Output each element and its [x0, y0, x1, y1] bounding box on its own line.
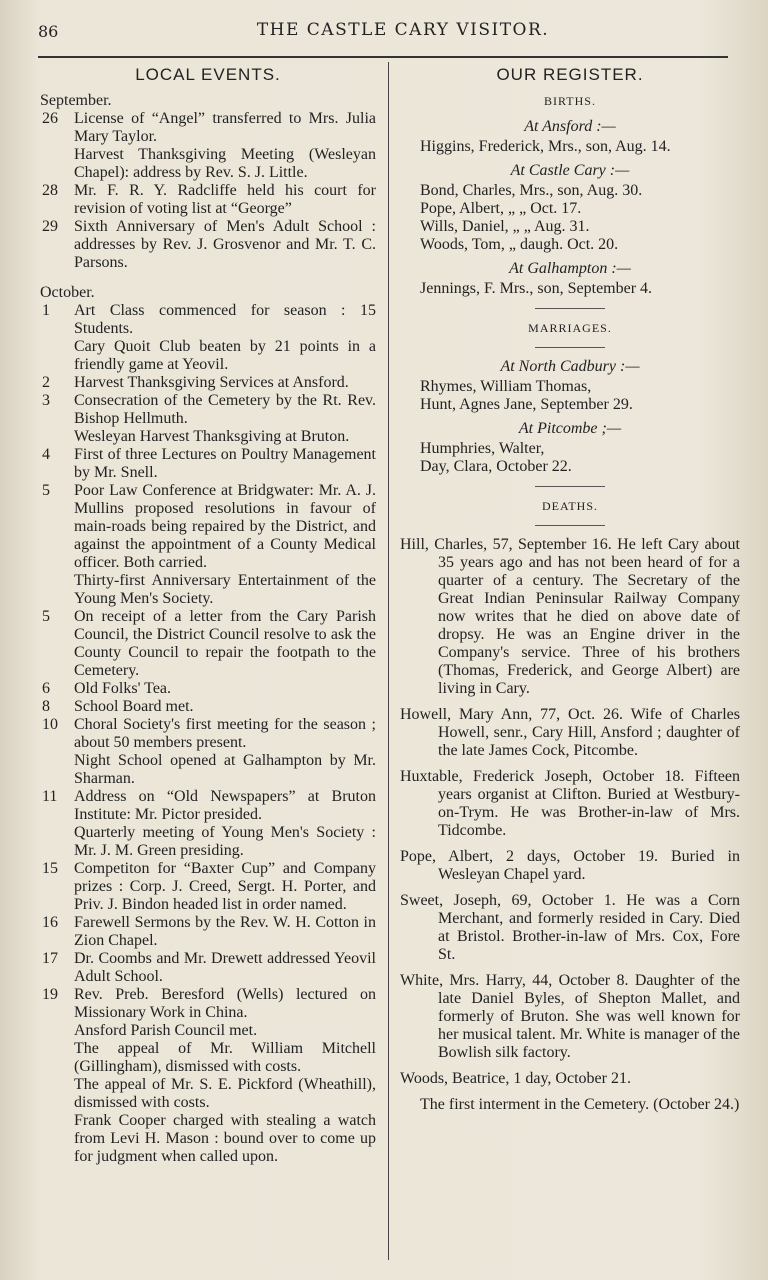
event-entry [40, 302, 376, 374]
event-body [74, 218, 376, 272]
section-rule [535, 525, 605, 526]
page-title: THE CASTLE CARY VISITOR. [256, 20, 550, 40]
birth-entry: Higgins, Frederick, Mrs., son, Aug. 14. [420, 138, 671, 155]
death-entry: Pope, Albert, 2 days, October 19. Buried in Wesleyan Chapel yard. [400, 848, 740, 883]
event-entry [40, 218, 376, 272]
birth-entry: Wills, Daniel, „ „ Aug. 31. [420, 218, 590, 235]
birth-entry: Jennings, F. Mrs., son, September 4. [420, 280, 653, 297]
event-text: Thirty-first Anniversary Entertainment of the Young Men's Society. [74, 572, 376, 607]
births-heading: BIRTHS. [544, 94, 596, 108]
event-text: Competiton for “Baxter Cup” and Company prizes : Corp. J. Creed, Sergt. H. Porter, and Priv. J. Bindon headed list in order named. [74, 860, 376, 913]
event-text: Mr. F. R. Y. Radcliffe held his court for revision of voting list at “George” [74, 182, 376, 217]
event-entry [40, 374, 376, 392]
event-body [74, 950, 376, 986]
event-text: Ansford Parish Council met. [74, 1022, 258, 1039]
event-entry [40, 950, 376, 986]
event-text: Art Class commenced for season : 15 Students. [74, 302, 376, 337]
event-entry [40, 482, 376, 608]
event-entry [40, 986, 376, 1166]
death-entry: White, Mrs. Harry, 44, October 8. Daughter of the late Daniel Byles, of Shepton Mallet, and formerly of Bruton. She was well known for her musical talent. Mr. White is manager of the Bowlish silk factory. [400, 972, 740, 1061]
event-day: 29 [42, 218, 58, 235]
event-day: 3 [42, 392, 50, 409]
death-entry: Hill, Charles, 57, September 16. He left Cary about 35 years ago and has not been heard of for a quarter of a century. The Secretary of the Great Indian Peninsular Railway Company now writes that he died on above date of dropsy. He was an Engine driver in the Company's service. Three of his brothers (Thomas, Frederick, and George Albert) are living in Cary. [400, 536, 740, 697]
event-body [74, 914, 376, 950]
section-rule [535, 486, 605, 487]
marriage-entry: Rhymes, William Thomas, [420, 378, 592, 395]
place-pitcombe: At Pitcombe ;— [518, 420, 622, 437]
event-entry [40, 608, 376, 680]
section-rule [535, 347, 605, 348]
birth-entry: Pope, Albert, „ „ Oct. 17. [420, 200, 582, 217]
event-text: First of three Lectures on Poultry Management by Mr. Snell. [74, 446, 376, 481]
event-body [74, 182, 376, 218]
event-body [74, 608, 376, 680]
page-header [38, 18, 728, 48]
section-rule [535, 308, 605, 309]
event-entry [40, 446, 376, 482]
cemetery-note: The first interment in the Cemetery. (October 24.) [420, 1096, 740, 1113]
event-day: 1 [42, 302, 50, 319]
event-day: 5 [42, 482, 50, 499]
place-galhampton: At Galhampton :— [509, 260, 631, 277]
event-body [74, 788, 376, 860]
deaths-heading: DEATHS. [541, 499, 598, 513]
event-body [74, 110, 376, 182]
event-entry [40, 392, 376, 446]
event-day: 11 [42, 788, 58, 805]
event-text: Frank Cooper charged with stealing a watch from Levi H. Mason : bound over to come up for judgment when called upon. [74, 1112, 376, 1165]
event-body [74, 860, 376, 914]
event-text: The appeal of Mr. William Mitchell (Gillingham), dismissed with costs. [74, 1040, 376, 1075]
local-events-heading: LOCAL EVENTS. [135, 65, 281, 84]
event-body [74, 716, 376, 788]
event-text: School Board met. [74, 698, 194, 715]
event-text: Farewell Sermons by the Rev. W. H. Cotton in Zion Chapel. [74, 914, 376, 949]
place-ansford: At Ansford :— [524, 118, 616, 135]
place-castle-cary: At Castle Cary :— [510, 162, 630, 179]
death-entry: Huxtable, Frederick Joseph, October 18. Fifteen years organist at Clifton. Buried at Westbury-on-Trym. He was Brother-in-law of Mrs. Tidcombe. [400, 768, 740, 839]
event-body [74, 698, 376, 716]
marriage-entry: Humphries, Walter, [420, 440, 545, 457]
event-day: 4 [42, 446, 50, 463]
event-day: 15 [42, 860, 58, 877]
event-text: License of “Angel” transferred to Mrs. Julia Mary Taylor. [74, 110, 376, 145]
event-text: Sixth Anniversary of Men's Adult School : addresses by Rev. J. Grosvenor and Mr. T. C. Parsons. [74, 218, 376, 271]
event-text: Choral Society's first meeting for the season ; about 50 members present. [74, 716, 376, 751]
place-north-cadbury: At North Cadbury :— [500, 358, 640, 375]
event-entry [40, 110, 376, 182]
event-body [74, 446, 376, 482]
event-body [74, 482, 376, 608]
event-day: 10 [42, 716, 58, 733]
event-entry [40, 914, 376, 950]
marriage-entry: Day, Clara, October 22. [420, 458, 572, 475]
event-body [74, 392, 376, 446]
event-text: Consecration of the Cemetery by the Rt. Rev. Bishop Hellmuth. [74, 392, 376, 427]
event-text: Cary Quoit Club beaten by 21 points in a friendly game at Yeovil. [74, 338, 376, 373]
event-day: 26 [42, 110, 58, 127]
event-text: Night School opened at Galhampton by Mr. Sharman. [74, 752, 376, 787]
month-heading: October. [40, 284, 95, 301]
event-day: 17 [42, 950, 58, 967]
column-divider [388, 62, 389, 1260]
event-day: 19 [42, 986, 58, 1003]
event-entry [40, 788, 376, 860]
event-body [74, 986, 376, 1166]
event-text: Harvest Thanksgiving Meeting (Wesleyan Chapel): address by Rev. S. J. Little. [74, 146, 376, 181]
marriage-entry: Hunt, Agnes Jane, September 29. [420, 396, 633, 413]
event-text: The appeal of Mr. S. E. Pickford (Wheathill), dismissed with costs. [74, 1076, 376, 1111]
register-column [400, 66, 740, 1114]
event-text: Quarterly meeting of Young Men's Society : Mr. J. M. Green presiding. [74, 824, 376, 859]
event-day: 8 [42, 698, 50, 715]
events-list [40, 92, 376, 1166]
event-day: 28 [42, 182, 58, 199]
event-entry [40, 182, 376, 218]
event-text: Address on “Old Newspapers” at Bruton Institute: Mr. Pictor presided. [74, 788, 376, 823]
event-text: Harvest Thanksgiving Services at Ansford. [74, 374, 349, 391]
event-entry [40, 698, 376, 716]
event-body [74, 302, 376, 374]
page-number: 86 [38, 22, 59, 41]
event-text: Old Folks' Tea. [74, 680, 172, 697]
death-entry: Woods, Beatrice, 1 day, October 21. [400, 1070, 631, 1087]
event-text: Dr. Coombs and Mr. Drewett addressed Yeovil Adult School. [74, 950, 376, 985]
event-entry [40, 716, 376, 788]
event-text: Rev. Preb. Beresford (Wells) lectured on Missionary Work in China. [74, 986, 376, 1021]
birth-entry: Bond, Charles, Mrs., son, Aug. 30. [420, 182, 643, 199]
event-body [74, 680, 376, 698]
event-entry [40, 860, 376, 914]
event-text: Poor Law Conference at Bridgwater: Mr. A. J. Mullins proposed resolutions in favour of main-roads being repaired by the District, and against the appointment of a County Medical officer. Both carried. [74, 482, 376, 571]
event-day: 6 [42, 680, 50, 697]
register-heading: OUR REGISTER. [496, 65, 644, 84]
event-day: 5 [42, 608, 50, 625]
event-body [74, 374, 376, 392]
birth-entry: Woods, Tom, „ daugh. Oct. 20. [420, 236, 619, 253]
event-day: 2 [42, 374, 50, 391]
event-text: On receipt of a letter from the Cary Parish Council, the District Council resolve to ask the County Council to repair the footpath to the Cemetery. [74, 608, 376, 679]
event-entry [40, 680, 376, 698]
event-day: 16 [42, 914, 58, 931]
death-entry: Howell, Mary Ann, 77, Oct. 26. Wife of Charles Howell, senr., Cary Hill, Ansford ; daughter of the late James Cock, Pitcombe. [400, 706, 740, 759]
event-text: Wesleyan Harvest Thanksgiving at Bruton. [74, 428, 350, 445]
local-events-column [40, 66, 376, 1166]
marriages-heading: MARRIAGES. [528, 321, 612, 335]
header-rule [38, 56, 728, 58]
death-entry: Sweet, Joseph, 69, October 1. He was a Corn Merchant, and formerly resided in Cary. Died at Bristol. Brother-in-law of Mrs. Cox, Fore St. [400, 892, 740, 963]
month-heading: September. [40, 92, 112, 109]
